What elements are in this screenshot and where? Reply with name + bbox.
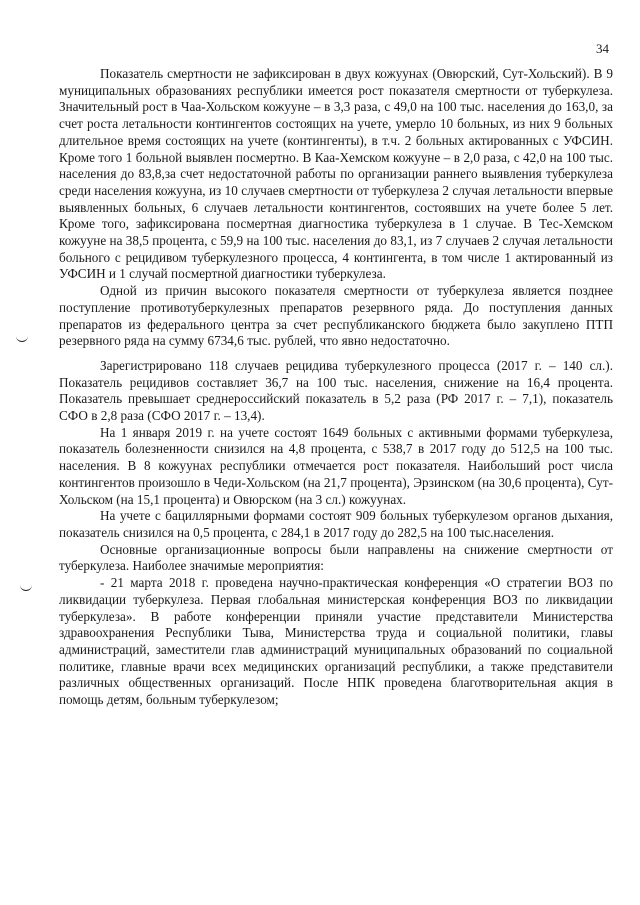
paragraph-relapse-cases: Зарегистрировано 118 случаев рецидива туберкулезного процесса (2017 г. – 140 сл.). Показатель рецидивов составляет 36,7 на 100 тыс. населения, снижение на 16,4 процента. Показатель превышает среднероссийский показатель в 5,2 раза (РФ 2017 г. – 7,1), показатель СФО в 2,8 раза (СФО 2017 г. – 13,4).: [59, 357, 613, 424]
page-number: 34: [596, 41, 609, 56]
paragraph-organizational-issues: Основные организационные вопросы были направлены на снижение смертности от туберкулеза. Наиболее значимые мероприятия:: [59, 541, 613, 574]
margin-mark: [20, 584, 32, 591]
paragraph-bacillary-forms: На учете с бациллярными формами состоят 909 больных туберкулезом органов дыхания, показатель снизился на 0,5 процента, с 284,1 в 2017 году до 282,5 на 100 тыс.населения.: [59, 508, 613, 540]
paragraph-reserve-drugs: Одной из причин высокого показателя смертности от туберкулеза является позднее поступление противотуберкулезных препаратов резервного ряда. До поступления данных препаратов из федерального центра за счет республиканского бюджета было закуплено ПТП резервного ряда на сумму 6734,6 тыс. рублей, что явно недостаточно.: [59, 283, 613, 349]
margin-mark: [16, 335, 28, 342]
paragraph-conference: - 21 марта 2018 г. проведена научно-практическая конференция «О стратегии ВОЗ по ликвидации туберкулеза. Первая глобальная министерская конференция ВОЗ по ликвидации туберкулеза». В работе конференции приняли участие представители Министерства здравоохранения Республики Тыва, Министерства труда и социальной политики, главы администраций, заместители глав администраций муниципальных образований по социальной политике, главные врачи всех медицинских организаций республики, а также представители различных общественных организаций. После НПК проведена благотворительная акция в помощь детям, больным туберкулезом;: [59, 575, 613, 708]
paragraph-mortality-by-district: Показатель смертности не зафиксирован в двух кожуунах (Овюрский, Сут-Хольский). В 9 муниципальных образованиях республики имеется рост показателя смертности от туберкулеза. Значительный рост в Чаа-Хольском кожууне – в 3,3 раза, с 49,0 на 100 тыс. населения до 163,0, за счет роста летальности контингентов состоящих на учете, умерло 10 больных, из них 9 больных длительное время состоящих на учете (контингенты), в т.ч. 2 больных актированных с УФСИН. Кроме того 1 больной выявлен посмертно. В Каа-Хемском кожууне – в 2,0 раза, с 42,0 на 100 тыс. населения до 83,8,за счет недостаточной работы по организации раннего выявления туберкулеза среди населения кожууна, из 10 случаев смертности от туберкулеза 2 случая летальности впервые выявленных больных, 6 случаев летальности контингентов, состоявших на учете более 5 лет. Кроме того, зафиксирована посмертная диагностика туберкулеза в 1 случае. В Тес-Хемском кожууне на 38,5 процента, с 59,9 на 100 тыс. населения до 83,1, из 7 случаев 2 случая летальности больного с рецидивом туберкулезного процесса, 4 контингента, в том числе 1 актированный из УФСИН и 1 случай посмертной диагностики туберкулеза.: [59, 66, 613, 282]
paragraph-active-patients: На 1 января 2019 г. на учете состоят 1649 больных с активными формами туберкулеза, показатель болезненности снизился на 4,8 процента, с 538,7 в 2017 году до 512,5 на 100 тыс. населения. В 8 кожуунах республики отмечается рост показателя. Наибольший рост числа контингентов произошло в Чеди-Хольском (на 21,7 процента), Эрзинском (на 30,6 процента), Сут-Хольском (на 15,1 процента) и Овюрском (на 3 сл.) кожуунах.: [59, 424, 613, 507]
document-body: [59, 66, 613, 709]
